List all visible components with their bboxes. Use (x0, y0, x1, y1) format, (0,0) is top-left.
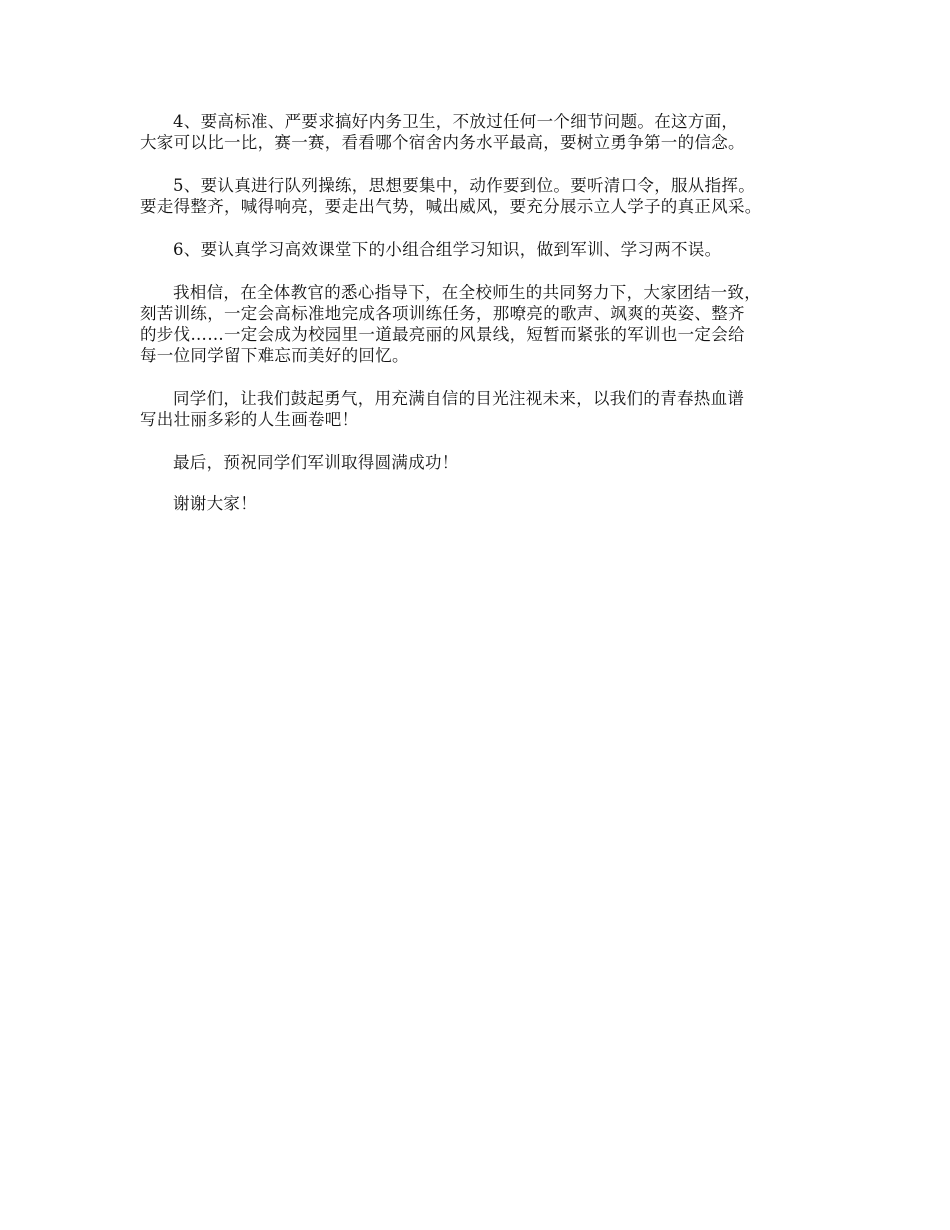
paragraph-thanks (140, 493, 820, 514)
paragraph-encouragement (140, 388, 820, 430)
paragraph-line: 5、要认真进行队列操练，思想要集中，动作要到位。要听清口令，服从指挥。 (173, 176, 755, 195)
paragraph-line: 最后，预祝同学们军训取得圆满成功！ (173, 453, 459, 472)
paragraph-belief (140, 282, 820, 366)
paragraph-wishes (140, 452, 820, 473)
paragraph-line: 刻苦训练，一定会高标准地完成各项训练任务，那嘹亮的歌声、飒爽的英姿、整齐 (140, 304, 745, 323)
paragraph-line: 大家可以比一比，赛一赛，看看哪个宿舍内务水平最高，要树立勇争第一的信念。 (140, 133, 745, 152)
paragraph-line: 要走得整齐，喊得响亮，要走出气势，喊出威风，要充分展示立人学子的真正风采。 (140, 197, 762, 216)
paragraph-5-drill (140, 175, 820, 217)
paragraph-6-study (140, 239, 820, 260)
paragraph-line: 4、要高标准、严要求搞好内务卫生，不放过任何一个细节问题。在这方面， (173, 112, 739, 131)
paragraph-line: 同学们，让我们鼓起勇气，用充满自信的目光注视未来，以我们的青春热血谱 (173, 389, 745, 408)
paragraph-4-dormitory (140, 111, 820, 153)
paragraph-line: 每一位同学留下难忘而美好的回忆。 (140, 346, 409, 365)
paragraph-line: 的步伐……一定会成为校园里一道最亮丽的风景线，短暂而紧张的军训也一定会给 (140, 325, 745, 344)
paragraph-line: 我相信，在全体教官的悉心指导下，在全校师生的共同努力下，大家团结一致， (173, 283, 761, 302)
document-body (140, 111, 820, 536)
paragraph-line: 写出壮丽多彩的人生画卷吧！ (140, 410, 359, 429)
paragraph-line: 6、要认真学习高效课堂下的小组合组学习知识，做到军训、学习两不误。 (173, 240, 722, 259)
paragraph-line: 谢谢大家！ (173, 494, 257, 513)
